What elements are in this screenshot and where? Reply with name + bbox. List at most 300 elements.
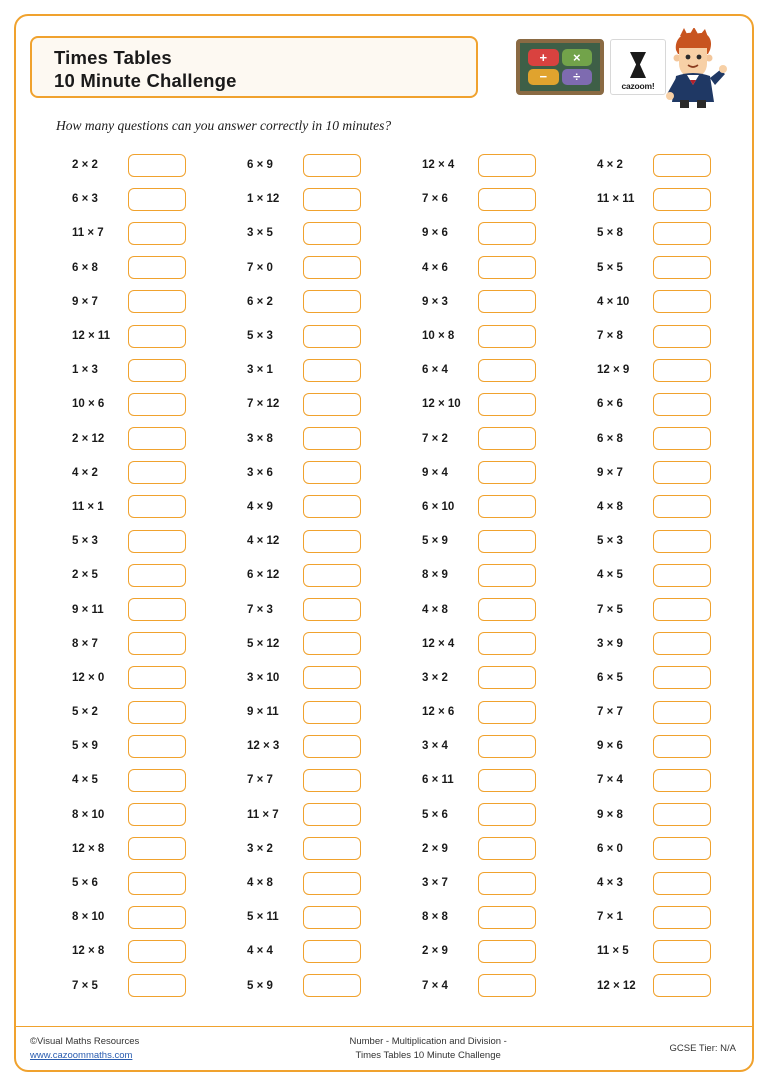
question-row — [384, 969, 559, 1003]
question-text: 8 × 7 — [72, 637, 98, 650]
question-text: 12 × 12 — [597, 979, 636, 992]
question-text: 4 × 5 — [597, 569, 623, 582]
answer-input[interactable] — [303, 530, 361, 553]
question-row — [559, 524, 734, 558]
question-column-1 — [34, 148, 209, 1003]
answer-input[interactable] — [478, 256, 536, 279]
question-column-3 — [384, 148, 559, 1003]
question-row — [559, 832, 734, 866]
plus-icon: + — [528, 49, 559, 66]
question-row — [209, 285, 384, 319]
answer-input[interactable] — [128, 701, 186, 724]
question-text: 3 × 1 — [247, 364, 273, 377]
question-text: 9 × 3 — [422, 295, 448, 308]
answer-input[interactable] — [303, 837, 361, 860]
question-row — [34, 319, 209, 353]
question-row — [384, 798, 559, 832]
question-text: 11 × 1 — [72, 500, 104, 513]
question-row — [384, 934, 559, 968]
answer-input[interactable] — [653, 598, 711, 621]
answer-input[interactable] — [128, 735, 186, 758]
question-row — [34, 490, 209, 524]
answer-input[interactable] — [128, 974, 186, 997]
question-row — [559, 866, 734, 900]
question-text: 2 × 9 — [422, 945, 448, 958]
question-text: 7 × 4 — [597, 774, 623, 787]
answer-input[interactable] — [478, 495, 536, 518]
question-row — [34, 866, 209, 900]
question-row — [209, 148, 384, 182]
times-icon: × — [562, 49, 593, 66]
question-text: 7 × 4 — [422, 979, 448, 992]
question-text: 3 × 9 — [597, 637, 623, 650]
question-text: 5 × 3 — [597, 535, 623, 548]
question-text: 10 × 8 — [422, 330, 455, 343]
question-row — [384, 251, 559, 285]
footer-topic-line-1: Number - Multiplication and Division - — [349, 1035, 507, 1047]
answer-input[interactable] — [478, 188, 536, 211]
question-text: 3 × 4 — [422, 740, 448, 753]
answer-input[interactable] — [128, 393, 186, 416]
answer-input[interactable] — [128, 666, 186, 689]
question-text: 4 × 5 — [72, 774, 98, 787]
answer-input[interactable] — [128, 495, 186, 518]
question-text: 4 × 9 — [247, 500, 273, 513]
footer-center — [266, 1035, 590, 1063]
question-text: 4 × 4 — [247, 945, 273, 958]
question-row — [209, 558, 384, 592]
answer-input[interactable] — [128, 530, 186, 553]
answer-input[interactable] — [653, 359, 711, 382]
question-text: 8 × 9 — [422, 569, 448, 582]
question-column-2 — [209, 148, 384, 1003]
question-row — [34, 387, 209, 421]
answer-input[interactable] — [303, 906, 361, 929]
answer-input[interactable] — [653, 222, 711, 245]
answer-input[interactable] — [653, 974, 711, 997]
question-text: 6 × 5 — [597, 671, 623, 684]
question-text: 3 × 2 — [247, 842, 273, 855]
question-text: 8 × 10 — [72, 808, 105, 821]
question-row — [559, 353, 734, 387]
answer-input[interactable] — [478, 837, 536, 860]
question-text: 12 × 8 — [72, 842, 105, 855]
answer-input[interactable] — [303, 290, 361, 313]
answer-input[interactable] — [303, 461, 361, 484]
answer-input[interactable] — [653, 769, 711, 792]
answer-input[interactable] — [128, 872, 186, 895]
question-row — [34, 422, 209, 456]
answer-input[interactable] — [478, 222, 536, 245]
question-row — [559, 148, 734, 182]
question-row — [34, 695, 209, 729]
answer-input[interactable] — [653, 393, 711, 416]
question-text: 7 × 5 — [597, 603, 623, 616]
answer-input[interactable] — [478, 803, 536, 826]
question-text: 9 × 11 — [72, 603, 104, 616]
answer-input[interactable] — [128, 461, 186, 484]
footer-left — [16, 1035, 266, 1063]
question-row — [559, 969, 734, 1003]
question-text: 4 × 2 — [72, 466, 98, 479]
answer-input[interactable] — [128, 256, 186, 279]
answer-input[interactable] — [128, 290, 186, 313]
question-row — [34, 763, 209, 797]
question-row — [384, 387, 559, 421]
question-text: 12 × 8 — [72, 945, 105, 958]
answer-input[interactable] — [653, 837, 711, 860]
answer-input[interactable] — [478, 940, 536, 963]
question-row — [559, 456, 734, 490]
question-text: 9 × 8 — [597, 808, 623, 821]
answer-input[interactable] — [128, 359, 186, 382]
answer-input[interactable] — [478, 290, 536, 313]
answer-input[interactable] — [653, 325, 711, 348]
question-row — [209, 969, 384, 1003]
answer-input[interactable] — [303, 393, 361, 416]
answer-input[interactable] — [478, 530, 536, 553]
question-text: 2 × 9 — [422, 842, 448, 855]
question-text: 7 × 3 — [247, 603, 273, 616]
question-row — [384, 490, 559, 524]
answer-input[interactable] — [303, 940, 361, 963]
question-text: 2 × 2 — [72, 159, 98, 172]
cazoom-logo-text: cazoom! — [621, 81, 655, 91]
question-text: 5 × 9 — [72, 740, 98, 753]
question-text: 12 × 0 — [72, 671, 105, 684]
question-row — [384, 695, 559, 729]
question-row — [384, 592, 559, 626]
question-row — [559, 695, 734, 729]
question-row — [384, 627, 559, 661]
question-row — [34, 969, 209, 1003]
worksheet-header — [30, 28, 738, 110]
question-row — [559, 627, 734, 661]
question-row — [34, 832, 209, 866]
boy-mascot-illustration — [656, 28, 730, 110]
website-link[interactable]: www.cazoommaths.com — [30, 1049, 133, 1061]
question-row — [384, 422, 559, 456]
question-text: 2 × 12 — [72, 432, 105, 445]
question-text: 9 × 7 — [597, 466, 623, 479]
question-row — [384, 763, 559, 797]
question-text: 4 × 8 — [247, 877, 273, 890]
answer-input[interactable] — [303, 666, 361, 689]
question-row — [384, 319, 559, 353]
question-text: 9 × 11 — [247, 706, 279, 719]
question-row — [559, 661, 734, 695]
question-text: 3 × 10 — [247, 671, 280, 684]
question-text: 7 × 0 — [247, 261, 273, 274]
answer-input[interactable] — [303, 769, 361, 792]
question-text: 6 × 0 — [597, 842, 623, 855]
answer-input[interactable] — [128, 427, 186, 450]
minus-icon: − — [528, 69, 559, 86]
answer-input[interactable] — [128, 154, 186, 177]
answer-input[interactable] — [128, 564, 186, 587]
question-row — [34, 558, 209, 592]
question-row — [34, 900, 209, 934]
question-row — [559, 387, 734, 421]
question-text: 12 × 6 — [422, 706, 455, 719]
footer-topic-line-2: Times Tables 10 Minute Challenge — [355, 1049, 501, 1061]
question-row — [559, 798, 734, 832]
question-text: 3 × 6 — [247, 466, 273, 479]
question-row — [209, 798, 384, 832]
answer-input[interactable] — [303, 188, 361, 211]
question-text: 6 × 2 — [247, 295, 273, 308]
question-row — [34, 216, 209, 250]
question-text: 4 × 12 — [247, 535, 280, 548]
question-text: 5 × 11 — [247, 911, 279, 924]
question-text: 6 × 8 — [597, 432, 623, 445]
answer-input[interactable] — [653, 666, 711, 689]
question-text: 4 × 3 — [597, 877, 623, 890]
answer-input[interactable] — [478, 974, 536, 997]
answer-input[interactable] — [303, 598, 361, 621]
question-text: 12 × 10 — [422, 398, 461, 411]
question-text: 6 × 3 — [72, 193, 98, 206]
answer-input[interactable] — [653, 530, 711, 553]
question-text: 8 × 10 — [72, 911, 105, 924]
brand-logo-group — [516, 34, 668, 100]
answer-input[interactable] — [653, 461, 711, 484]
question-text: 5 × 8 — [597, 227, 623, 240]
question-text: 6 × 6 — [597, 398, 623, 411]
question-row — [34, 524, 209, 558]
question-column-4 — [559, 148, 734, 1003]
question-text: 12 × 9 — [597, 364, 630, 377]
answer-input[interactable] — [478, 769, 536, 792]
answer-input[interactable] — [478, 461, 536, 484]
question-text: 7 × 6 — [422, 193, 448, 206]
question-text: 11 × 11 — [597, 193, 635, 206]
answer-input[interactable] — [128, 906, 186, 929]
divide-icon: ÷ — [562, 69, 593, 86]
answer-input[interactable] — [303, 803, 361, 826]
answer-input[interactable] — [303, 974, 361, 997]
answer-input[interactable] — [303, 222, 361, 245]
question-text: 12 × 11 — [72, 330, 111, 343]
answer-input[interactable] — [653, 632, 711, 655]
question-row — [34, 148, 209, 182]
question-row — [384, 729, 559, 763]
answer-input[interactable] — [653, 906, 711, 929]
question-text: 4 × 8 — [422, 603, 448, 616]
worksheet-footer — [16, 1026, 752, 1070]
answer-input[interactable] — [478, 325, 536, 348]
answer-input[interactable] — [128, 632, 186, 655]
answer-input[interactable] — [478, 906, 536, 929]
question-row — [384, 182, 559, 216]
question-text: 5 × 3 — [72, 535, 98, 548]
question-row — [34, 456, 209, 490]
question-text: 7 × 5 — [72, 979, 98, 992]
question-text: 5 × 12 — [247, 637, 280, 650]
answer-input[interactable] — [128, 837, 186, 860]
question-text: 5 × 6 — [422, 808, 448, 821]
question-text: 2 × 5 — [72, 569, 98, 582]
answer-input[interactable] — [303, 495, 361, 518]
question-text: 12 × 4 — [422, 637, 455, 650]
answer-input[interactable] — [128, 598, 186, 621]
question-row — [384, 866, 559, 900]
answer-input[interactable] — [303, 632, 361, 655]
answer-input[interactable] — [303, 154, 361, 177]
question-row — [34, 627, 209, 661]
answer-input[interactable] — [478, 632, 536, 655]
question-row — [209, 490, 384, 524]
question-text: 7 × 8 — [597, 330, 623, 343]
question-row — [559, 285, 734, 319]
question-row — [34, 934, 209, 968]
answer-input[interactable] — [303, 872, 361, 895]
question-text: 5 × 2 — [72, 706, 98, 719]
question-text: 9 × 7 — [72, 295, 98, 308]
question-text: 4 × 2 — [597, 159, 623, 172]
answer-input[interactable] — [653, 803, 711, 826]
question-text: 6 × 9 — [247, 159, 273, 172]
answer-input[interactable] — [128, 940, 186, 963]
question-row — [209, 353, 384, 387]
question-row — [559, 763, 734, 797]
question-text: 6 × 11 — [422, 774, 454, 787]
answer-input[interactable] — [478, 701, 536, 724]
questions-grid — [34, 148, 734, 1003]
answer-input[interactable] — [653, 290, 711, 313]
answer-input[interactable] — [478, 872, 536, 895]
question-text: 9 × 6 — [422, 227, 448, 240]
question-row — [384, 661, 559, 695]
question-row — [384, 148, 559, 182]
question-row — [34, 661, 209, 695]
question-row — [209, 763, 384, 797]
answer-input[interactable] — [653, 701, 711, 724]
question-text: 5 × 5 — [597, 261, 623, 274]
question-text: 3 × 7 — [422, 877, 448, 890]
question-row — [34, 729, 209, 763]
answer-input[interactable] — [653, 154, 711, 177]
answer-input[interactable] — [653, 495, 711, 518]
answer-input[interactable] — [653, 564, 711, 587]
question-row — [209, 524, 384, 558]
answer-input[interactable] — [478, 598, 536, 621]
question-text: 8 × 8 — [422, 911, 448, 924]
question-row — [559, 934, 734, 968]
answer-input[interactable] — [303, 735, 361, 758]
answer-input[interactable] — [128, 188, 186, 211]
question-text: 7 × 2 — [422, 432, 448, 445]
question-text: 5 × 9 — [422, 535, 448, 548]
question-row — [209, 387, 384, 421]
answer-input[interactable] — [653, 188, 711, 211]
question-row — [559, 182, 734, 216]
question-row — [34, 592, 209, 626]
question-row — [209, 422, 384, 456]
question-row — [209, 319, 384, 353]
answer-input[interactable] — [478, 393, 536, 416]
question-text: 6 × 10 — [422, 500, 455, 513]
answer-input[interactable] — [478, 735, 536, 758]
question-text: 9 × 4 — [422, 466, 448, 479]
question-row — [559, 900, 734, 934]
question-row — [209, 627, 384, 661]
question-text: 12 × 3 — [247, 740, 280, 753]
question-text: 11 × 5 — [597, 945, 629, 958]
answer-input[interactable] — [303, 256, 361, 279]
question-row — [34, 353, 209, 387]
question-row — [209, 216, 384, 250]
question-row — [384, 456, 559, 490]
chalkboard-icon — [516, 39, 604, 95]
page-title-line-1: Times Tables — [54, 47, 172, 68]
question-row — [384, 353, 559, 387]
page-title-line-2: 10 Minute Challenge — [54, 70, 237, 91]
answer-input[interactable] — [303, 427, 361, 450]
copyright-text: ©Visual Maths Resources — [30, 1035, 140, 1047]
answer-input[interactable] — [478, 154, 536, 177]
question-text: 5 × 6 — [72, 877, 98, 890]
question-row — [209, 182, 384, 216]
question-text: 7 × 7 — [247, 774, 273, 787]
answer-input[interactable] — [653, 256, 711, 279]
answer-input[interactable] — [478, 427, 536, 450]
question-row — [209, 866, 384, 900]
question-row — [384, 285, 559, 319]
footer-tier: GCSE Tier: N/A — [669, 1043, 736, 1054]
question-row — [384, 900, 559, 934]
answer-input[interactable] — [303, 359, 361, 382]
question-text: 10 × 6 — [72, 398, 105, 411]
answer-input[interactable] — [653, 940, 711, 963]
answer-input[interactable] — [478, 564, 536, 587]
answer-input[interactable] — [653, 427, 711, 450]
answer-input[interactable] — [303, 325, 361, 348]
question-row — [384, 558, 559, 592]
answer-input[interactable] — [303, 564, 361, 587]
question-row — [209, 695, 384, 729]
question-text: 5 × 9 — [247, 979, 273, 992]
question-row — [34, 251, 209, 285]
instruction-text: How many questions can you answer correctly in 10 minutes? — [56, 118, 392, 133]
question-row — [559, 558, 734, 592]
answer-input[interactable] — [653, 735, 711, 758]
question-text: 11 × 7 — [247, 808, 279, 821]
question-row — [209, 456, 384, 490]
question-row — [559, 216, 734, 250]
answer-input[interactable] — [478, 359, 536, 382]
answer-input[interactable] — [128, 222, 186, 245]
answer-input[interactable] — [478, 666, 536, 689]
answer-input[interactable] — [128, 769, 186, 792]
question-text: 3 × 2 — [422, 671, 448, 684]
question-text: 6 × 4 — [422, 364, 448, 377]
cazoom-mark-icon — [630, 52, 646, 78]
question-text: 12 × 4 — [422, 159, 455, 172]
question-row — [559, 422, 734, 456]
question-row — [559, 592, 734, 626]
question-row — [209, 934, 384, 968]
question-row — [559, 490, 734, 524]
question-text: 4 × 10 — [597, 295, 630, 308]
answer-input[interactable] — [128, 803, 186, 826]
question-row — [384, 832, 559, 866]
answer-input[interactable] — [128, 325, 186, 348]
question-row — [34, 285, 209, 319]
answer-input[interactable] — [653, 872, 711, 895]
answer-input[interactable] — [303, 701, 361, 724]
question-text: 9 × 6 — [597, 740, 623, 753]
